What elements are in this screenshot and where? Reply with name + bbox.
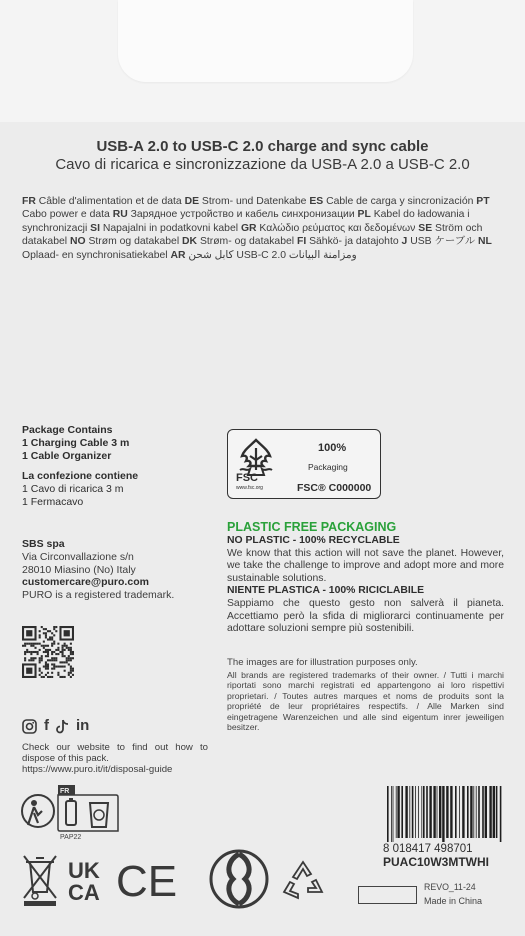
product-title: USB-A 2.0 to USB-C 2.0 charge and sync cable: [96, 138, 429, 155]
hang-tab-area: [0, 0, 525, 122]
barcode-bar: [429, 786, 431, 838]
fsc-label: [227, 429, 381, 499]
disposal-url: https://www.puro.it/it/disposal-guide: [22, 764, 173, 776]
batch-box: [358, 886, 417, 904]
legal-text: All brands are registered trademarks of their owner. / Tutti i marchi riportati sono marchi registrati ed appartengono ai loro rispettivi proprietari. / Toutes autres marques et noms de produits sont la propriété de leur propriétaires respectifs. / Alle Marken sind eingetragene Warenzeichen und alle sind eigentum inrer jeweiligen besitzer.: [227, 670, 504, 733]
barcode-bar: [433, 786, 435, 838]
company-address: Via Circonvallazione s/n: [22, 550, 134, 563]
trademark-note: PURO is a registered trademark.: [22, 589, 175, 602]
linkedin-icon: in: [76, 717, 90, 734]
made-in: Made in China: [424, 896, 483, 906]
barcode-bar: [478, 786, 480, 838]
revision-code: REVO_11-24: [424, 882, 476, 892]
ukca-mark-bottom: CA: [68, 880, 100, 905]
no-plastic-heading: NO PLASTIC - 100% RECYCLABLE: [227, 535, 400, 546]
barcode-bar: [423, 786, 425, 838]
barcode-number: 8 018417 498701: [383, 843, 473, 855]
niente-plastica-heading: NIENTE PLASTICA - 100% RICICLABILE: [227, 585, 425, 597]
barcode-bar: [409, 786, 410, 838]
company-email: customercare@puro.com: [22, 576, 149, 589]
ce-mark: CE: [116, 857, 178, 906]
fsc-logo-text: FSC: [236, 472, 258, 484]
green-dot-icon: [208, 848, 270, 910]
weee-bin-icon: [24, 856, 56, 906]
barcode-bar: [473, 786, 474, 838]
barcode-bar: [496, 786, 498, 838]
recycle-icon: [280, 858, 326, 902]
barcode-bar: [439, 786, 441, 838]
package-item: 1 Cavo di ricarica 3 m: [22, 483, 124, 495]
barcode-bar: [485, 786, 487, 838]
package-item: 1 Charging Cable 3 m: [22, 437, 130, 449]
compliance-marks: [20, 848, 200, 908]
company-address: 28010 Miasino (No) Italy: [22, 563, 136, 576]
instagram-icon: [22, 719, 37, 734]
fsc-packaging-label: Packaging: [308, 462, 348, 472]
barcode-bar: [482, 786, 484, 838]
barcode-bar: [418, 786, 419, 838]
no-plastic-text: We know that this action will not save the planet. However, we take the challenge to improve and adopt more and more sustainable solutions.: [227, 547, 504, 584]
plastic-free-info: [227, 535, 504, 636]
barcode-bar: [500, 786, 502, 842]
translations-block: FR Câble d'alimentation et de data DE Strom- und Datenkabe ES Cable de carga y sincronización PT Cabo power e data RU Зарядное устройство и кабель синхронизации PL Kabel do ładowania i synchronizacji SI Napajalni in podatkovni kabel GR Καλώδιο ρεύματος και δεδομένων SE Ström och datakabel NO Strøm og datakabel DK Strøm- og datakabel FI Sähkö- ja datajohto J USB ケーブル NL Oplaad- en synchronisatiekabel AR كابل شحن USB-C 2.0 ومزامنة البيانات: [22, 196, 492, 261]
plastic-free-heading: PLASTIC FREE PACKAGING: [227, 520, 397, 534]
barcode-bar: [391, 786, 392, 842]
hang-tab: [118, 0, 413, 82]
barcode-bar: [421, 786, 422, 838]
barcode-bar: [396, 786, 397, 838]
package-heading-en: Package Contains: [22, 424, 113, 436]
facebook-icon: f: [44, 717, 49, 734]
barcode-bar: [412, 786, 414, 838]
pap-code: PAP22: [60, 834, 82, 841]
fr-label: FR: [60, 788, 70, 795]
qr-code: [22, 626, 74, 678]
barcode-bar: [467, 786, 469, 838]
ukca-mark-top: UK: [68, 858, 100, 883]
barcode-bar: [442, 786, 444, 842]
disposal-text: Check our website to find out how to dispose of this pack.: [22, 742, 208, 765]
barcode-bar: [415, 786, 416, 838]
barcode-bar: [393, 786, 394, 842]
barcode-bar: [450, 786, 452, 838]
fsc-percent: 100%: [318, 442, 347, 454]
barcode-bar: [476, 786, 477, 838]
illustration-note: The images are for illustration purposes only.: [227, 657, 418, 668]
tiktok-icon: [56, 719, 69, 734]
package-item: 1 Fermacavo: [22, 496, 84, 508]
company-name: SBS spa: [22, 538, 65, 550]
barcode-bar: [446, 786, 448, 838]
barcode-bar: [455, 786, 457, 838]
barcode-bar: [462, 786, 464, 838]
package-heading-it: La confezione contiene: [22, 470, 139, 482]
barcode-bar: [459, 786, 460, 838]
barcode-bar: [405, 786, 407, 838]
barcode: [383, 786, 504, 842]
barcode-bar: [493, 786, 495, 838]
package-item: 1 Cable Organizer: [22, 450, 112, 462]
product-subtitle: Cavo di ricarica e sincronizzazione da USB-A 2.0 a USB-C 2.0: [55, 156, 470, 173]
barcode-bar: [401, 786, 403, 838]
barcode-bar: [489, 786, 491, 838]
sku-code: PUAC10W3MTWHI: [383, 855, 490, 869]
barcode-bar: [437, 786, 438, 838]
fsc-site: www.fsc.org: [236, 485, 263, 491]
barcode-bar: [387, 786, 389, 842]
barcode-bar: [397, 786, 399, 838]
disposal-info: [22, 742, 208, 776]
triman-disposal-logo: [20, 783, 120, 838]
package-contents: [22, 424, 222, 509]
barcode-bar: [470, 786, 472, 838]
company-info: [22, 538, 222, 602]
social-icons: [22, 716, 89, 736]
niente-plastica-text: Sappiamo che questo gesto non salverà il pianeta. Accettiamo però la sfida di migliorarci continuamente per adottare soluzioni sempre più sostenibili.: [227, 597, 504, 635]
barcode-bar: [426, 786, 428, 838]
fsc-code: FSC® C000000: [297, 482, 372, 494]
